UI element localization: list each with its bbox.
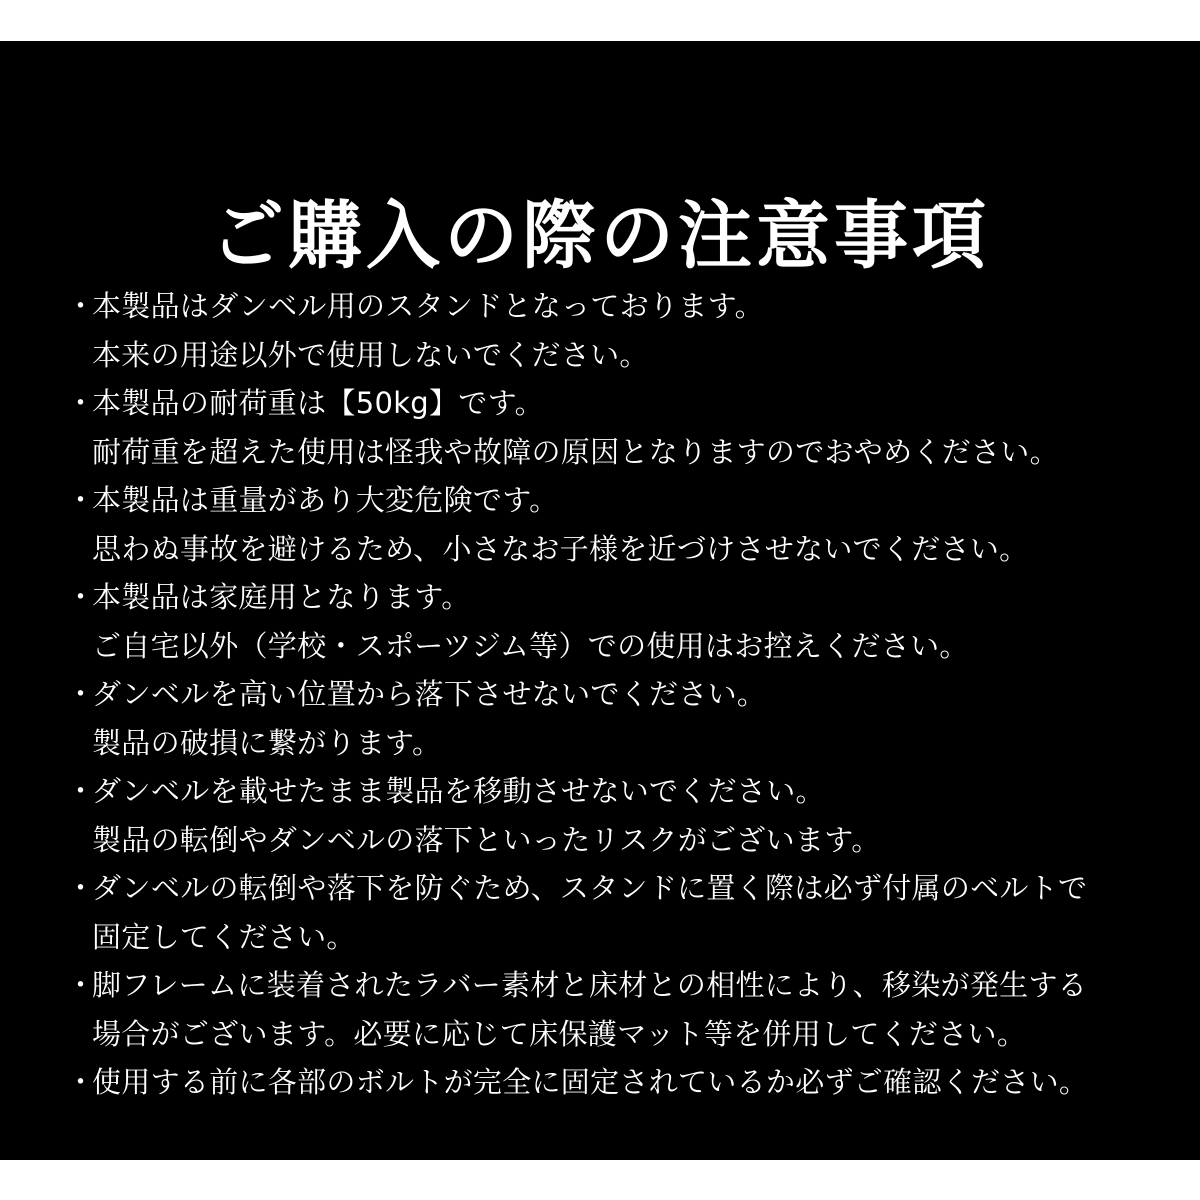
bullet-icon: ・ — [66, 580, 96, 614]
list-item — [66, 573, 1146, 670]
bullet-icon: ・ — [66, 1065, 96, 1099]
note-line: 本製品は重量があり大変危険です。 — [92, 483, 559, 517]
bullet-icon: ・ — [66, 677, 96, 711]
list-item — [66, 1058, 1146, 1107]
note-line: ダンベルを載せたまま製品を移動させないでください。 — [92, 774, 825, 808]
bullet-icon: ・ — [66, 968, 96, 1002]
notice-panel — [0, 41, 1200, 1160]
note-line: 使用する前に各部のボルトが完全に固定されているか必ずご確認ください。 — [92, 1065, 1089, 1099]
list-item — [66, 476, 1146, 573]
note-line: 場合がございます。必要に応じて床保護マット等を併用してください。 — [92, 1016, 1027, 1051]
list-item — [66, 379, 1146, 476]
note-line: ダンベルの転倒や落下を防ぐため、スタンドに置く際は必ず付属のベルトで — [92, 871, 1088, 905]
note-line: 製品の破損に繋がります。 — [92, 725, 442, 760]
note-line: 耐荷重を超えた使用は怪我や故障の原因となりますのでおやめください。 — [92, 434, 1059, 469]
note-line: 本製品は家庭用となります。 — [92, 580, 471, 614]
bullet-icon: ・ — [66, 289, 96, 323]
list-item — [66, 282, 1146, 379]
note-line: 本製品はダンベル用のスタンドとなっております。 — [92, 289, 764, 323]
list-item — [66, 864, 1146, 961]
note-line: ダンベルを高い位置から落下させないでください。 — [92, 677, 767, 711]
note-line: 本来の用途以外で使用しないでください。 — [92, 337, 649, 372]
bullet-icon: ・ — [66, 386, 96, 420]
note-line: 固定してください。 — [92, 919, 356, 954]
bullet-icon: ・ — [66, 774, 96, 808]
bullet-icon: ・ — [66, 871, 96, 905]
bullet-icon: ・ — [66, 483, 96, 517]
list-item — [66, 767, 1146, 864]
list-item — [66, 961, 1146, 1058]
note-line: 本製品の耐荷重は【50kg】です。 — [92, 386, 544, 420]
note-line: 脚フレームに装着されたラバー素材と床材との相性により、移染が発生する — [92, 968, 1088, 1002]
page-title: ご購入の際の注意事項 — [210, 192, 990, 279]
notes-list — [66, 282, 1146, 1107]
list-item — [66, 670, 1146, 767]
note-line: 製品の転倒やダンベルの落下といったリスクがございます。 — [92, 822, 881, 857]
note-line: ご自宅以外（学校・スポーツジム等）での使用はお控えください。 — [92, 628, 969, 663]
note-line: 思わぬ事故を避けるため、小さなお子様を近づけさせないでください。 — [92, 531, 1029, 566]
